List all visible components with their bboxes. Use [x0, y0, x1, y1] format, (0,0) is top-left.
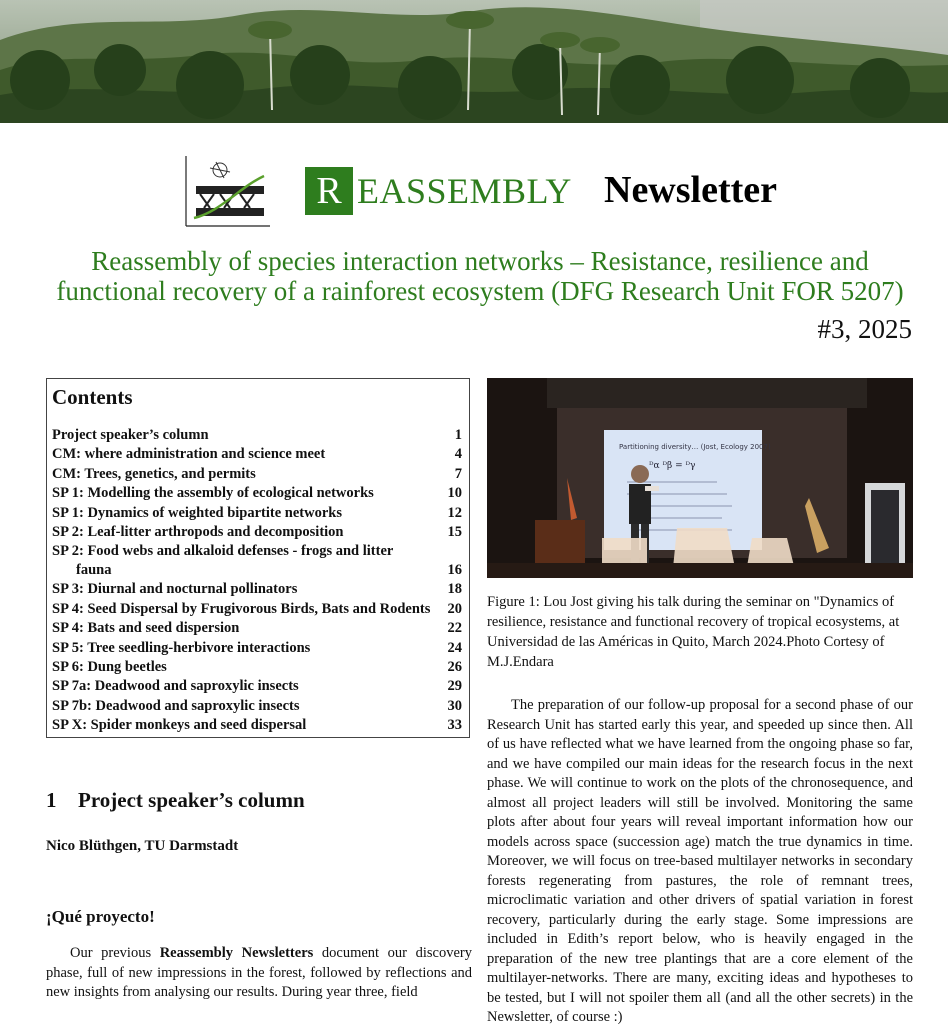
- newsletter-label: Newsletter: [604, 169, 778, 211]
- section-number: 1: [46, 788, 57, 812]
- proposal-paragraph: The preparation of our follow-up proposal for a second phase of our Research Unit has started early this year, and speeded up since then. All of us have reflected what we have learned from the ongoing phase so far, and we have compiled our main ideas for the research focus in the next phase. We will continue to work on the plots of the chronosequence, and almost all project leaders will still be involved. Monitoring the same plots after about four years will reveal important information how our models across space (succession age) match the true dynamics in time. Moreover, we will focus on tree-based multilayer networks in secondary forests regenerating from pastures, the role of remnant trees, microclimatic variation and other drivers of spatial variation in forest recovery, particularly during the early stage. Some impressions are included in Edith’s report below, who is heavily engaged in the preparation of the new tree plantings that are a core element of the multilayer-networks. There are many, exciting ideas and hypotheses to be tested, but I will not spoiler them all (and all the other secrets) in the Newsletter, of course :): [487, 697, 913, 1025]
- logo-letter-box: R: [305, 167, 353, 215]
- toc-item[interactable]: Project speaker’s column 1: [52, 427, 462, 443]
- slide-formula: ᴰα ᴰβ = ᴰγ: [649, 461, 696, 471]
- slide-title: Partitioning diversity… (Jost, Ecology 2007): [619, 443, 771, 451]
- bold-newsletters: Reassembly Newsletters: [159, 945, 314, 961]
- project-logo-icon: [180, 152, 272, 230]
- logo-wordmark: EASSEMBLY: [357, 171, 572, 211]
- contents-title: Contents: [52, 385, 133, 409]
- toc-item[interactable]: SP 1: Modelling the assembly of ecological networks 10: [52, 485, 462, 502]
- seminar-photo: [487, 378, 913, 578]
- toc-item[interactable]: SP 7a: Deadwood and saproxylic insects 29: [52, 678, 462, 695]
- toc-item[interactable]: SP 1: Dynamics of weighted bipartite networks 12: [52, 504, 462, 521]
- toc-item[interactable]: SP 2: Leaf-litter arthropods and decomposition 15: [52, 524, 462, 541]
- toc-item[interactable]: SP 6: Dung beetles 26: [52, 659, 462, 676]
- project-subtitle: Reassembly of species interaction networks – Resistance, resilience and functional recovery of a rainforest ecosystem (DFG Research Unit FOR 5207): [56, 246, 904, 306]
- table-of-contents: [46, 378, 470, 738]
- section-heading: [46, 788, 305, 813]
- section-title: Project speaker’s column: [78, 788, 305, 812]
- toc-item[interactable]: CM: where administration and science meet 4: [52, 446, 462, 463]
- toc-item[interactable]: SP 3: Diurnal and nocturnal pollinators 18: [52, 581, 462, 598]
- issue-number: #3, 2025: [817, 314, 912, 344]
- toc-item[interactable]: CM: Trees, genetics, and permits 7: [52, 465, 462, 482]
- subheading: ¡Qué proyecto!: [46, 907, 155, 926]
- toc-item[interactable]: SP X: Spider monkeys and seed dispersal 33: [52, 717, 462, 734]
- toc-item[interactable]: SP 2: Food webs and alkaloid defenses - frogs and litter fauna 16: [52, 543, 462, 579]
- figure-caption: Figure 1: Lou Jost giving his talk during the seminar on "Dynamics of resilience, resistance and functional recovery of tropical ecosystems, at Universidad de las Américas in Quito, March 2024.Photo Cortesy of M.J.Endara: [487, 594, 900, 670]
- toc-item[interactable]: SP 5: Tree seedling-herbivore interactions 24: [52, 639, 462, 656]
- toc-item[interactable]: SP 4: Seed Dispersal by Frugivorous Birds, Bats and Rodents 20: [52, 600, 462, 617]
- section-author: Nico Blüthgen, TU Darmstadt: [46, 838, 239, 854]
- toc-item[interactable]: SP 4: Bats and seed dispersion 22: [52, 620, 462, 637]
- toc-item[interactable]: SP 7b: Deadwood and saproxylic insects 30: [52, 697, 462, 714]
- intro-paragraph: Our previous Reassembly Newsletters document our discovery phase, full of new impressions in the forest, followed by reflections and new insights from analysing our results. During year three, field: [46, 945, 472, 1000]
- rainforest-banner-image: [0, 0, 948, 123]
